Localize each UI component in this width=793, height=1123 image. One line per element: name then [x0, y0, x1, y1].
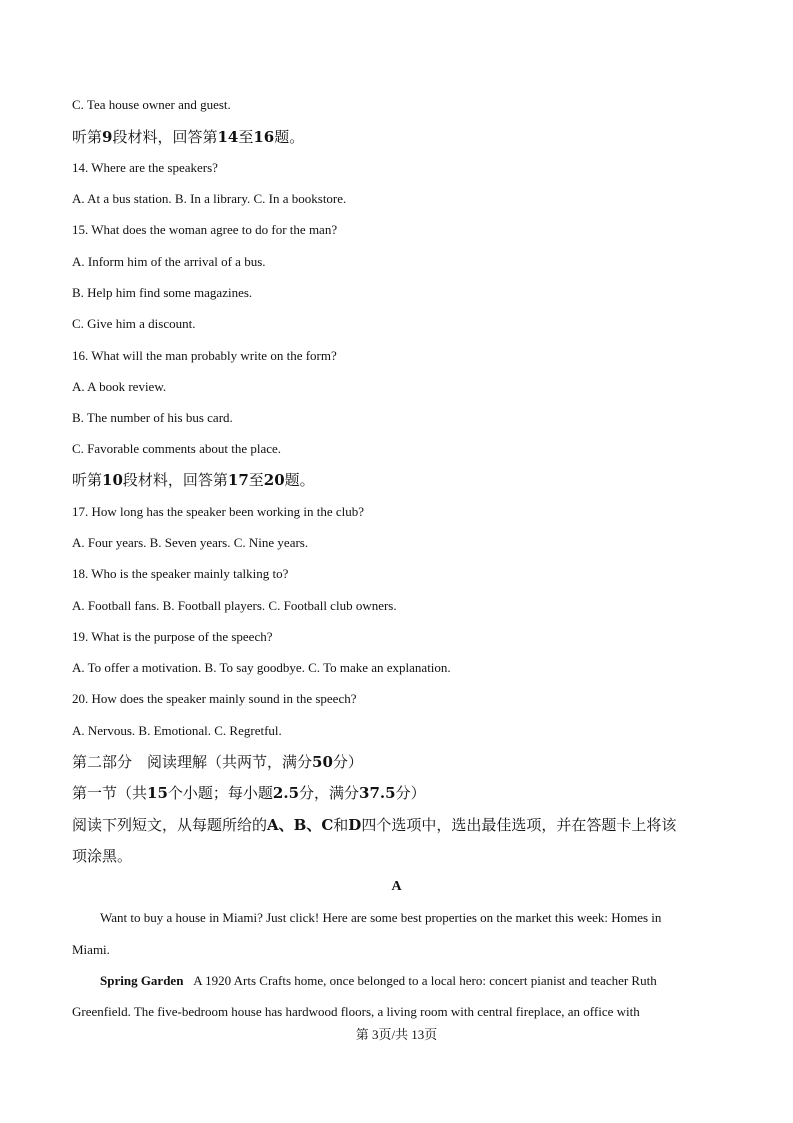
question-16-option-b: B. The number of his bus card. [72, 410, 233, 425]
question-17: 17. How long has the speaker been working in the club? [72, 504, 365, 519]
question-19: 19. What is the purpose of the speech? [72, 629, 273, 644]
question-15-option-a: A. Inform him of the arrival of a bus. [72, 254, 266, 269]
instruction-line-2: 项涂黑。 [72, 847, 133, 865]
question-18: 18. Who is the speaker mainly talking to? [72, 566, 289, 581]
passage-paragraph-1-line-1: Want to buy a house in Miami? Just click! Here are some best properties on the market this week: Homes in [100, 910, 662, 925]
question-15-option-b: B. Help him find some magazines. [72, 285, 253, 300]
passage-paragraph-1-line-2: Miami. [72, 942, 110, 957]
instruction-line-1: 阅读下列短文，从每题所给的A、B、C和D四个选项中，选出最佳选项，并在答题卡上将该 [72, 816, 677, 834]
passage-paragraph-2-line-2: Greenfield. The five-bedroom house has hardwood floors, a living room with central fireplace, an office with [72, 1004, 640, 1019]
question-14: 14. Where are the speakers? [72, 160, 218, 175]
section-one-heading: 第一节（共15个小题；每小题2.5分，满分37.5分） [72, 784, 426, 802]
question-16: 16. What will the man probably write on the form? [72, 348, 337, 363]
question-16-option-c: C. Favorable comments about the place. [72, 441, 282, 456]
property-title: Spring Garden [100, 973, 184, 988]
section-heading-10: 听第10段材料，回答第17至20题。 [72, 471, 315, 489]
question-20: 20. How does the speaker mainly sound in the speech? [72, 691, 357, 706]
question-20-options: A. Nervous. B. Emotional. C. Regretful. [72, 723, 282, 738]
part-two-heading: 第二部分 阅读理解（共两节，满分50分） [72, 753, 363, 771]
question-15-option-c: C. Give him a discount. [72, 316, 196, 331]
question-17-options: A. Four years. B. Seven years. C. Nine years. [72, 535, 309, 550]
question-18-options: A. Football fans. B. Football players. C. Football club owners. [72, 598, 397, 613]
passage-paragraph-2-line-1: Spring Garden A 1920 Arts Crafts home, once belonged to a local hero: concert pianist and teacher Ruth [100, 973, 657, 988]
page-footer: 第 3页/共 13页 [355, 1027, 438, 1042]
option-line: C. Tea house owner and guest. [72, 97, 231, 112]
question-16-option-a: A. A book review. [72, 379, 167, 394]
question-15: 15. What does the woman agree to do for the man? [72, 222, 338, 237]
question-19-options: A. To offer a motivation. B. To say goodbye. C. To make an explanation. [72, 660, 451, 675]
section-heading-9: 听第9段材料，回答第14至16题。 [72, 128, 305, 146]
question-14-options: A. At a bus station. B. In a library. C. In a bookstore. [72, 191, 347, 206]
passage-label: A [391, 879, 402, 894]
